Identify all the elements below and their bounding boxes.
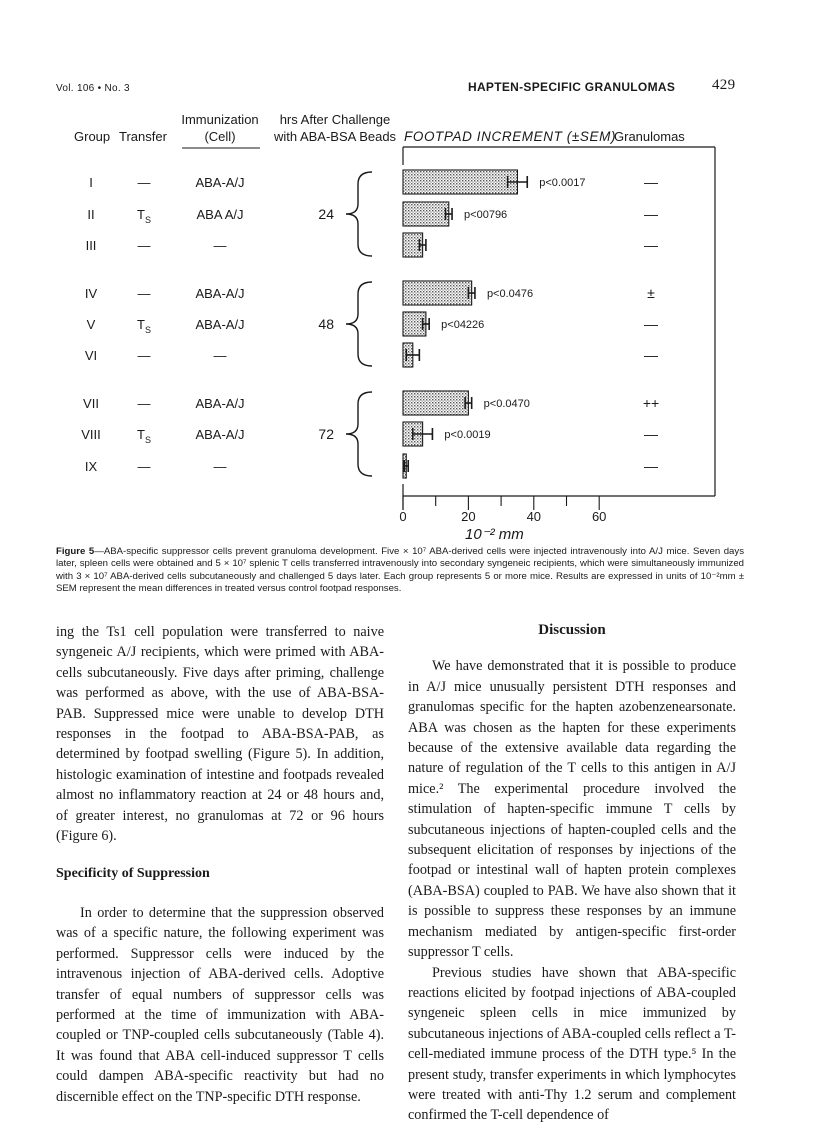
p-value-label: p<00796 xyxy=(464,209,508,221)
row-granulomas: — xyxy=(644,458,658,474)
header-hrs-after-challenge: hrs After Challenge xyxy=(279,112,391,127)
chart-title: FOOTPAD INCREMENT (±SEM) xyxy=(404,129,617,144)
row-transfer: — xyxy=(137,175,151,190)
row-group-label: III xyxy=(85,238,97,253)
row-immunization: ABA-A/J xyxy=(195,317,245,332)
section-title-discussion: Discussion xyxy=(538,622,606,638)
row-immunization: ABA-A/J xyxy=(195,175,245,190)
row-transfer: — xyxy=(137,238,151,253)
p-value-label: p<0.0019 xyxy=(444,429,491,441)
row-immunization: — xyxy=(213,459,227,474)
row-granulomas: — xyxy=(644,237,658,253)
row-granulomas: — xyxy=(644,316,658,332)
row-granulomas: — xyxy=(644,426,658,442)
header-transfer: Transfer xyxy=(119,129,167,144)
caption-text: —ABA-specific suppressor cells prevent granuloma development. Five × 10⁷ ABA-derived cells were injected intravenously into A/J mice. Seven days later, spleen cells were obtained and 5 × 10⁷ splenic T cells transferred intravenously into secondary syngeneic recipients, which were simultaneously immunized with 3 × 10⁷ ABA-derived cells subcutaneously and challenged 5 days later. Each group represents 5 or more mice. Results are expressed in units of 10⁻²mm ± SEM represent the mean differences in treated versus control footpad responses. xyxy=(56,546,744,595)
x-axis-tick-label: 20 xyxy=(461,509,476,524)
row-immunization: ABA A/J xyxy=(196,207,244,222)
hour-group-brace xyxy=(346,392,372,476)
row-transfer: $T_S$ xyxy=(137,207,151,225)
row-group-label: I xyxy=(89,175,93,190)
row-transfer-subscript: S xyxy=(144,435,151,445)
x-axis-tick-label: 0 xyxy=(399,509,407,524)
p-value-label: p<0.0017 xyxy=(539,177,586,189)
row-immunization: — xyxy=(213,348,227,363)
row-granulomas: ++ xyxy=(642,395,660,411)
right-paragraph-2: Previous studies have shown that ABA-specific reactions elicited by footpad injections of ABA-coupled syngeneic spleen cells in mice immunized by subcutaneous injections of ABA-coupled cells reflect a T-cell-mediated immune process of the DTH type.⁵ In the present study, transfer experiments in which lymphocytes were treated with anti-Thy 1.2 serum and complement confirmed the T-cell dependence of xyxy=(408,964,736,1124)
hour-group-brace xyxy=(346,282,372,366)
header-group: Group xyxy=(74,129,111,144)
row-group-label: IX xyxy=(84,459,98,474)
row-granulomas: — xyxy=(644,206,658,222)
row-transfer-subscript: S xyxy=(144,215,151,225)
row-transfer-subscript: S xyxy=(144,325,151,335)
figure-5 xyxy=(0,0,816,545)
chart-bar xyxy=(403,281,472,305)
x-axis-label: 10⁻² mm xyxy=(465,526,524,543)
row-transfer: $T_S$ xyxy=(137,427,151,445)
row-group-label: II xyxy=(87,207,95,222)
p-value-label: p<04226 xyxy=(441,319,485,331)
row-transfer: — xyxy=(137,286,151,301)
hour-group-brace xyxy=(346,172,372,256)
chart-bar xyxy=(403,202,449,226)
row-transfer: — xyxy=(137,348,151,363)
header-granulomas: Granulomas xyxy=(614,129,685,144)
header-hrs-beads: with ABA-BSA Beads xyxy=(273,129,397,144)
row-granulomas: ± xyxy=(647,285,655,301)
figure-caption xyxy=(56,546,744,596)
p-value-label: p<0.0476 xyxy=(486,288,534,300)
row-granulomas: — xyxy=(644,174,658,190)
row-group-label: VII xyxy=(83,396,99,411)
volume-label: Vol. 106 • No. 3 xyxy=(56,83,130,94)
row-transfer: — xyxy=(137,396,151,411)
right-paragraph-1: We have demonstrated that it is possible to produce in A/J mice unusually persistent DTH responses and granulomas specific for the hapten azobenzenearsonate. ABA was chosen as the hapten for these experiments because of the extensive available data regarding the nature of regulation of the T cells to this antigen in A/J mice.² The experimental procedure involved the stimulation of hapten-specific immune T cells by subcutaneous injections of hapten-coupled cells and the subsequent elicitation of responses by injections of the footpad or intestinal wall of hapten protein complexes (ABA-BSA) coupled to PAB. We have also shown that it is possible to suppress these responses by an immune mechanism mediated by antigen-specific first-order suppressor T cells. xyxy=(408,658,736,961)
row-granulomas: — xyxy=(644,347,658,363)
hour-group-label: 24 xyxy=(318,206,334,222)
row-group-label: VIII xyxy=(81,427,101,442)
header-immunization: Immunization xyxy=(181,112,259,127)
left-paragraph-1: ing the Ts1 cell population were transferred to naive syngeneic A/J recipients, which were primed with ABA-cells subcutaneously. Five days after priming, challenge was performed as above, with the use of ABA-BSA-PAB. Suppressed mice were unable to develop DTH responses in the footpad to ABA-BSA-PAB, as determined by footpad swelling (Figure 5). In addition, histologic examination of intestine and footpads revealed almost no inflammatory reaction at 24 or 48 hours and, of greater interest, no granulomas at 72 or 96 hours (Figure 6). xyxy=(56,624,384,845)
section-title-specificity: Specificity of Suppression xyxy=(56,866,210,882)
hour-group-label: 72 xyxy=(318,426,334,442)
chart-bar xyxy=(403,170,517,194)
x-axis-tick-label: 40 xyxy=(526,509,542,524)
row-immunization: ABA-A/J xyxy=(195,396,245,411)
row-immunization: ABA-A/J xyxy=(195,427,245,442)
hour-group-label: 48 xyxy=(318,316,334,332)
row-transfer: $T_S$ xyxy=(137,317,151,335)
p-value-label: p<0.0470 xyxy=(483,398,530,410)
caption-label: Figure 5 xyxy=(56,546,95,557)
left-paragraph-2: In order to determine that the suppression observed was of a specific nature, the following experiment was performed. Suppressor cells were induced by the intravenous injection of ABA-derived cells. Adoptive transfer of equal numbers of suppressor cells was performed at the time of immunization with ABA-coupled or TNP-coupled cells subcutaneously (Table 4). It was found that ABA cell-induced suppressor T cells could dampen ABA-specific reactivity but had no discernible effect on the TNP-specific DTH response. xyxy=(56,904,384,1105)
left-column xyxy=(56,622,384,1107)
row-immunization: ABA-A/J xyxy=(195,286,245,301)
row-immunization: — xyxy=(213,238,227,253)
x-axis-tick-label: 60 xyxy=(591,509,607,524)
row-group-label: V xyxy=(86,317,96,332)
row-group-label: VI xyxy=(84,348,98,363)
page-number: 429 xyxy=(712,77,736,93)
row-transfer: — xyxy=(137,459,151,474)
running-title: HAPTEN-SPECIFIC GRANULOMAS xyxy=(468,80,676,94)
row-group-label: IV xyxy=(84,286,98,301)
right-column xyxy=(408,620,736,1126)
chart-bar xyxy=(403,391,468,415)
header-immunization-cell: (Cell) xyxy=(204,129,236,144)
